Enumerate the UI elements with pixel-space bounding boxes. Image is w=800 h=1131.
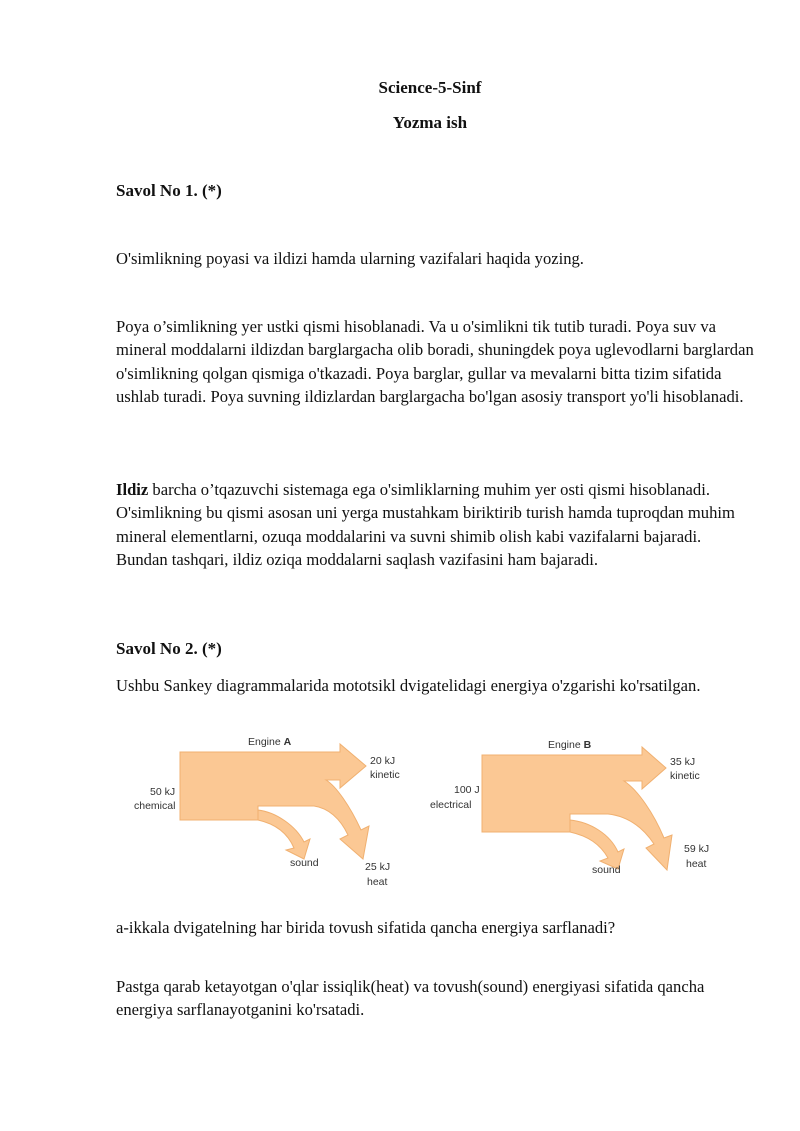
engine-b-main-flow — [482, 747, 672, 870]
stem-paragraph: Poya o’simlikning yer ustki qismi hisoblanadi. Va u o'simlikni tik tutib turadi. Poya suv va mineral moddalarni ildizdan barglargacha olib boradi, shuningdek poya uglevodlarni barglardan o'simlikning qolgan qismiga o'tkazadi. Poya barglar, gullar va mevalarni bitta tizim sifatida ushlab turadi. Poya suvning ildizlardan barglargacha bo'lgan asosiy transport yo'li hisoblanadi. — [116, 317, 754, 406]
engine-a-title: Engine A — [248, 736, 292, 748]
engine-a-main-flow — [180, 744, 369, 859]
engine-a-heat-label: heat — [367, 876, 388, 888]
engine-a-sound-arrow — [258, 810, 310, 859]
question-1-heading: Savol No 1. (*) — [116, 181, 222, 200]
engine-b-kinetic-value: 35 kJ — [670, 756, 696, 768]
question-2-intro: Ushbu Sankey diagrammalarida mototsikl dvigatelidagi energiya o'zgarishi ko'rsatilgan. — [116, 676, 701, 695]
root-paragraph — [116, 478, 756, 571]
engine-b-title: Engine B — [548, 739, 592, 751]
engine-b-sound-label: sound — [592, 864, 621, 876]
question-1-prompt: O'simlikning poyasi va ildizi hamda ularning vazifalari haqida yozing. — [116, 249, 584, 268]
document-subtitle: Yozma ish — [392, 113, 468, 132]
engine-b-sound-arrow — [570, 820, 624, 869]
question-2-note: Pastga qarab ketayotgan o'qlar issiqlik(heat) va tovush(sound) energiyasi sifatida qancha energiya sarflanayotganini ko'rsatadi. — [116, 977, 705, 1020]
sankey-engine-a — [134, 736, 400, 888]
question-2-heading: Savol No 2. (*) — [116, 639, 222, 658]
document-title: Science-5-Sinf — [378, 78, 482, 97]
question-2-prompt: a-ikkala dvigatelning har birida tovush sifatida qancha energiya sarflanadi? — [116, 918, 616, 937]
engine-a-kinetic-label: kinetic — [370, 769, 400, 781]
engine-b-input-value: 100 J — [454, 784, 480, 796]
root-term: Ildiz — [116, 480, 149, 499]
engine-a-heat-value: 25 kJ — [365, 861, 391, 873]
root-description: barcha o’tqazuvchi sistemaga ega o'simliklarning muhim yer osti qismi hisoblanadi. O'simlikning bu qismi asosan uni yerga mustahkam biriktirib turish hamda tuproqdan muhim mineral elementlarni, ozuqa moddalarini va suvni shimib olish kabi vazifalarni bajaradi. Bundan tashqari, ildiz oziqa moddalarni saqlash vazifasini ham bajaradi. — [116, 480, 735, 569]
engine-b-heat-label: heat — [686, 858, 707, 870]
engine-a-input-type: chemical — [134, 800, 176, 812]
engine-a-sound-label: sound — [290, 857, 319, 869]
sankey-engine-b — [430, 739, 709, 876]
engine-b-input-type: electrical — [430, 799, 472, 811]
engine-a-kinetic-value: 20 kJ — [370, 755, 396, 767]
engine-b-kinetic-label: kinetic — [670, 770, 700, 782]
engine-a-input-value: 50 kJ — [150, 786, 176, 798]
sankey-diagrams — [118, 728, 718, 893]
engine-b-heat-value: 59 kJ — [684, 843, 710, 855]
